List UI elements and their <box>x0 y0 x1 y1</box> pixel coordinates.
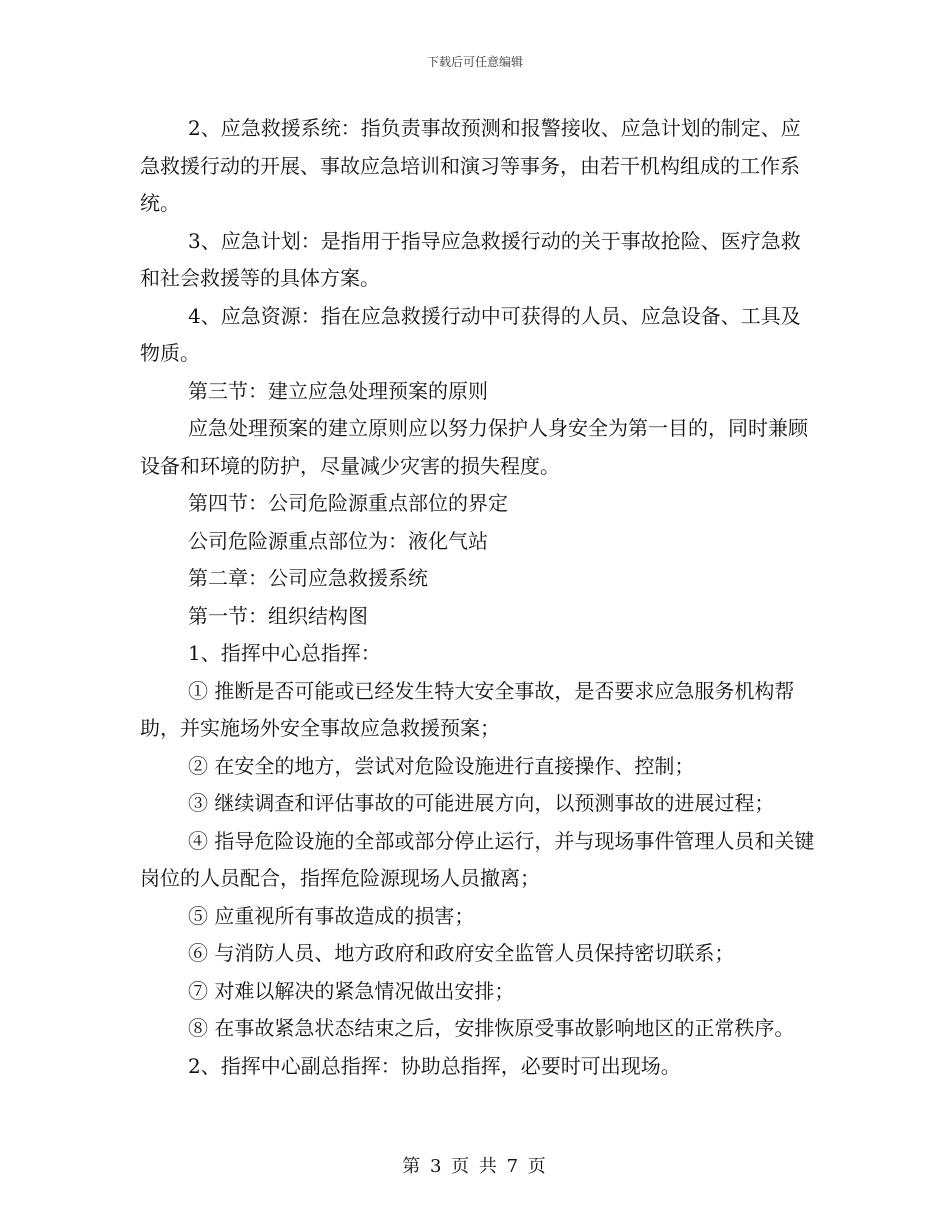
list-item: ⑤ 应重视所有事故造成的损害； <box>188 903 475 928</box>
list-item: ⑥ 与消防人员、地方政府和政府安全监管人员保持密切联系； <box>188 941 735 965</box>
list-item: ② 在安全的地方，尝试对危险设施进行直接操作、控制； <box>188 753 695 778</box>
section-heading: 第四节：公司危险源重点部位的界定 <box>188 491 508 515</box>
document-body <box>140 110 820 1085</box>
list-item: ① 推断是否可能或已经发生特大安全事故，是否要求应急服务机构帮助，并实施场外安全事故应急救援预案； <box>140 678 795 740</box>
paragraph: 应急处理预案的建立原则应以努力保护人身安全为第一目的，同时兼顾设备和环境的防护，尽量减少灾害的损失程度。 <box>140 416 808 478</box>
paragraph: 3、应急计划：是指用于指导应急救援行动的关于事故抢险、医疗急救和社会救援等的具体方案。 <box>140 228 801 290</box>
list-item: ⑦ 对难以解决的紧急情况做出安排； <box>188 978 515 1003</box>
list-item: ⑧ 在事故紧急状态结束之后，安排恢原受事故影响地区的正常秩序。 <box>188 1016 795 1040</box>
list-item: ③ 继续调查和评估事故的可能进展方向，以预测事故的进展过程； <box>188 791 775 815</box>
chapter-heading: 第二章：公司应急救援系统 <box>188 566 428 590</box>
list-heading: 1、指挥中心总指挥： <box>188 641 381 665</box>
paragraph: 4、应急资源：指在应急救援行动中可获得的人员、应急设备、工具及物质。 <box>140 303 801 365</box>
section-heading: 第一节：组织结构图 <box>188 603 368 628</box>
paragraph: 公司危险源重点部位为：液化气站 <box>188 528 488 553</box>
section-heading: 第三节：建立应急处理预案的原则 <box>188 378 488 403</box>
page-header: 下载后可任意编辑 <box>426 55 523 69</box>
paragraph: 2、指挥中心副总指挥：协助总指挥，必要时可出现场。 <box>188 1053 681 1078</box>
paragraph: 2、应急救援系统：指负责事故预测和报警接收、应急计划的制定、应急救援行动的开展、事故应急培训和演习等事务，由若干机构组成的工作系统。 <box>140 116 801 215</box>
page-number-footer: 第 3 页 共 7 页 <box>402 1156 548 1177</box>
list-item: ④ 指导危险设施的全部或部分停止运行，并与现场事件管理人员和关键岗位的人员配合，指挥危险源现场人员撤离； <box>140 828 815 890</box>
